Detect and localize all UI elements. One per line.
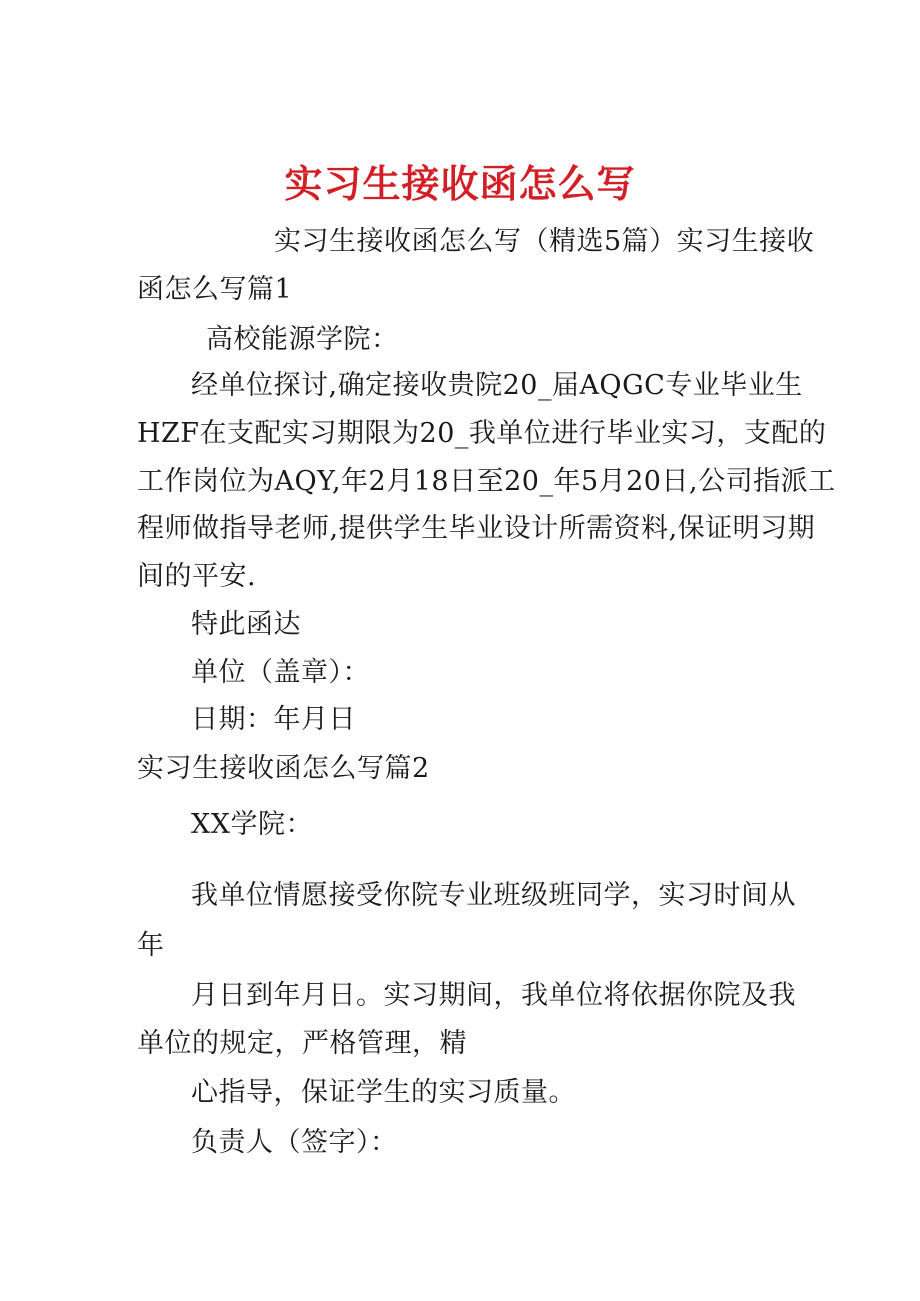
letter1-body-line: 程师做指导老师,提供学生毕业设计所需资料,保证明习期 <box>137 513 816 544</box>
letter2-body-line: 我单位情愿接受你院专业班级班同学，实习时间从 <box>191 880 796 911</box>
letter1-closing: 特此函达 <box>191 609 301 640</box>
letter2-body-line: 年 <box>137 930 165 961</box>
document-title: 实习生接收函怎么写 <box>284 162 636 206</box>
section-heading-2: 实习生接收函怎么写篇2 <box>137 753 430 784</box>
letter2-body-line: 心指导，保证学生的实习质量。 <box>191 1077 576 1108</box>
letter1-body-line: HZF在支配实习期限为20_我单位进行毕业实习，支配的 <box>137 418 827 449</box>
subtitle-line-2: 函怎么写篇1 <box>137 274 293 305</box>
letter1-body-line: 经单位探讨,确定接收贵院20_届AQGC专业毕业生 <box>191 370 803 401</box>
letter2-addressee: XX学院： <box>191 809 313 840</box>
letter1-unit-seal: 单位（盖章）： <box>191 657 370 688</box>
letter2-signature: 负责人（签字）： <box>191 1127 398 1158</box>
subtitle-line-1: 实习生接收函怎么写（精选5篇）实习生接收 <box>274 226 815 257</box>
letter1-body-line: 间的平安. <box>137 561 257 592</box>
letter1-date: 日期：年月日 <box>191 704 356 735</box>
letter2-body-line: 单位的规定，严格管理，精 <box>137 1028 467 1059</box>
letter1-addressee: 高校能源学院： <box>206 324 399 355</box>
letter1-body-line: 工作岗位为AQY,年2月18日至20_年5月20日,公司指派工 <box>137 466 836 497</box>
letter2-body-line: 月日到年月日。实习期间，我单位将依据你院及我 <box>191 980 796 1011</box>
